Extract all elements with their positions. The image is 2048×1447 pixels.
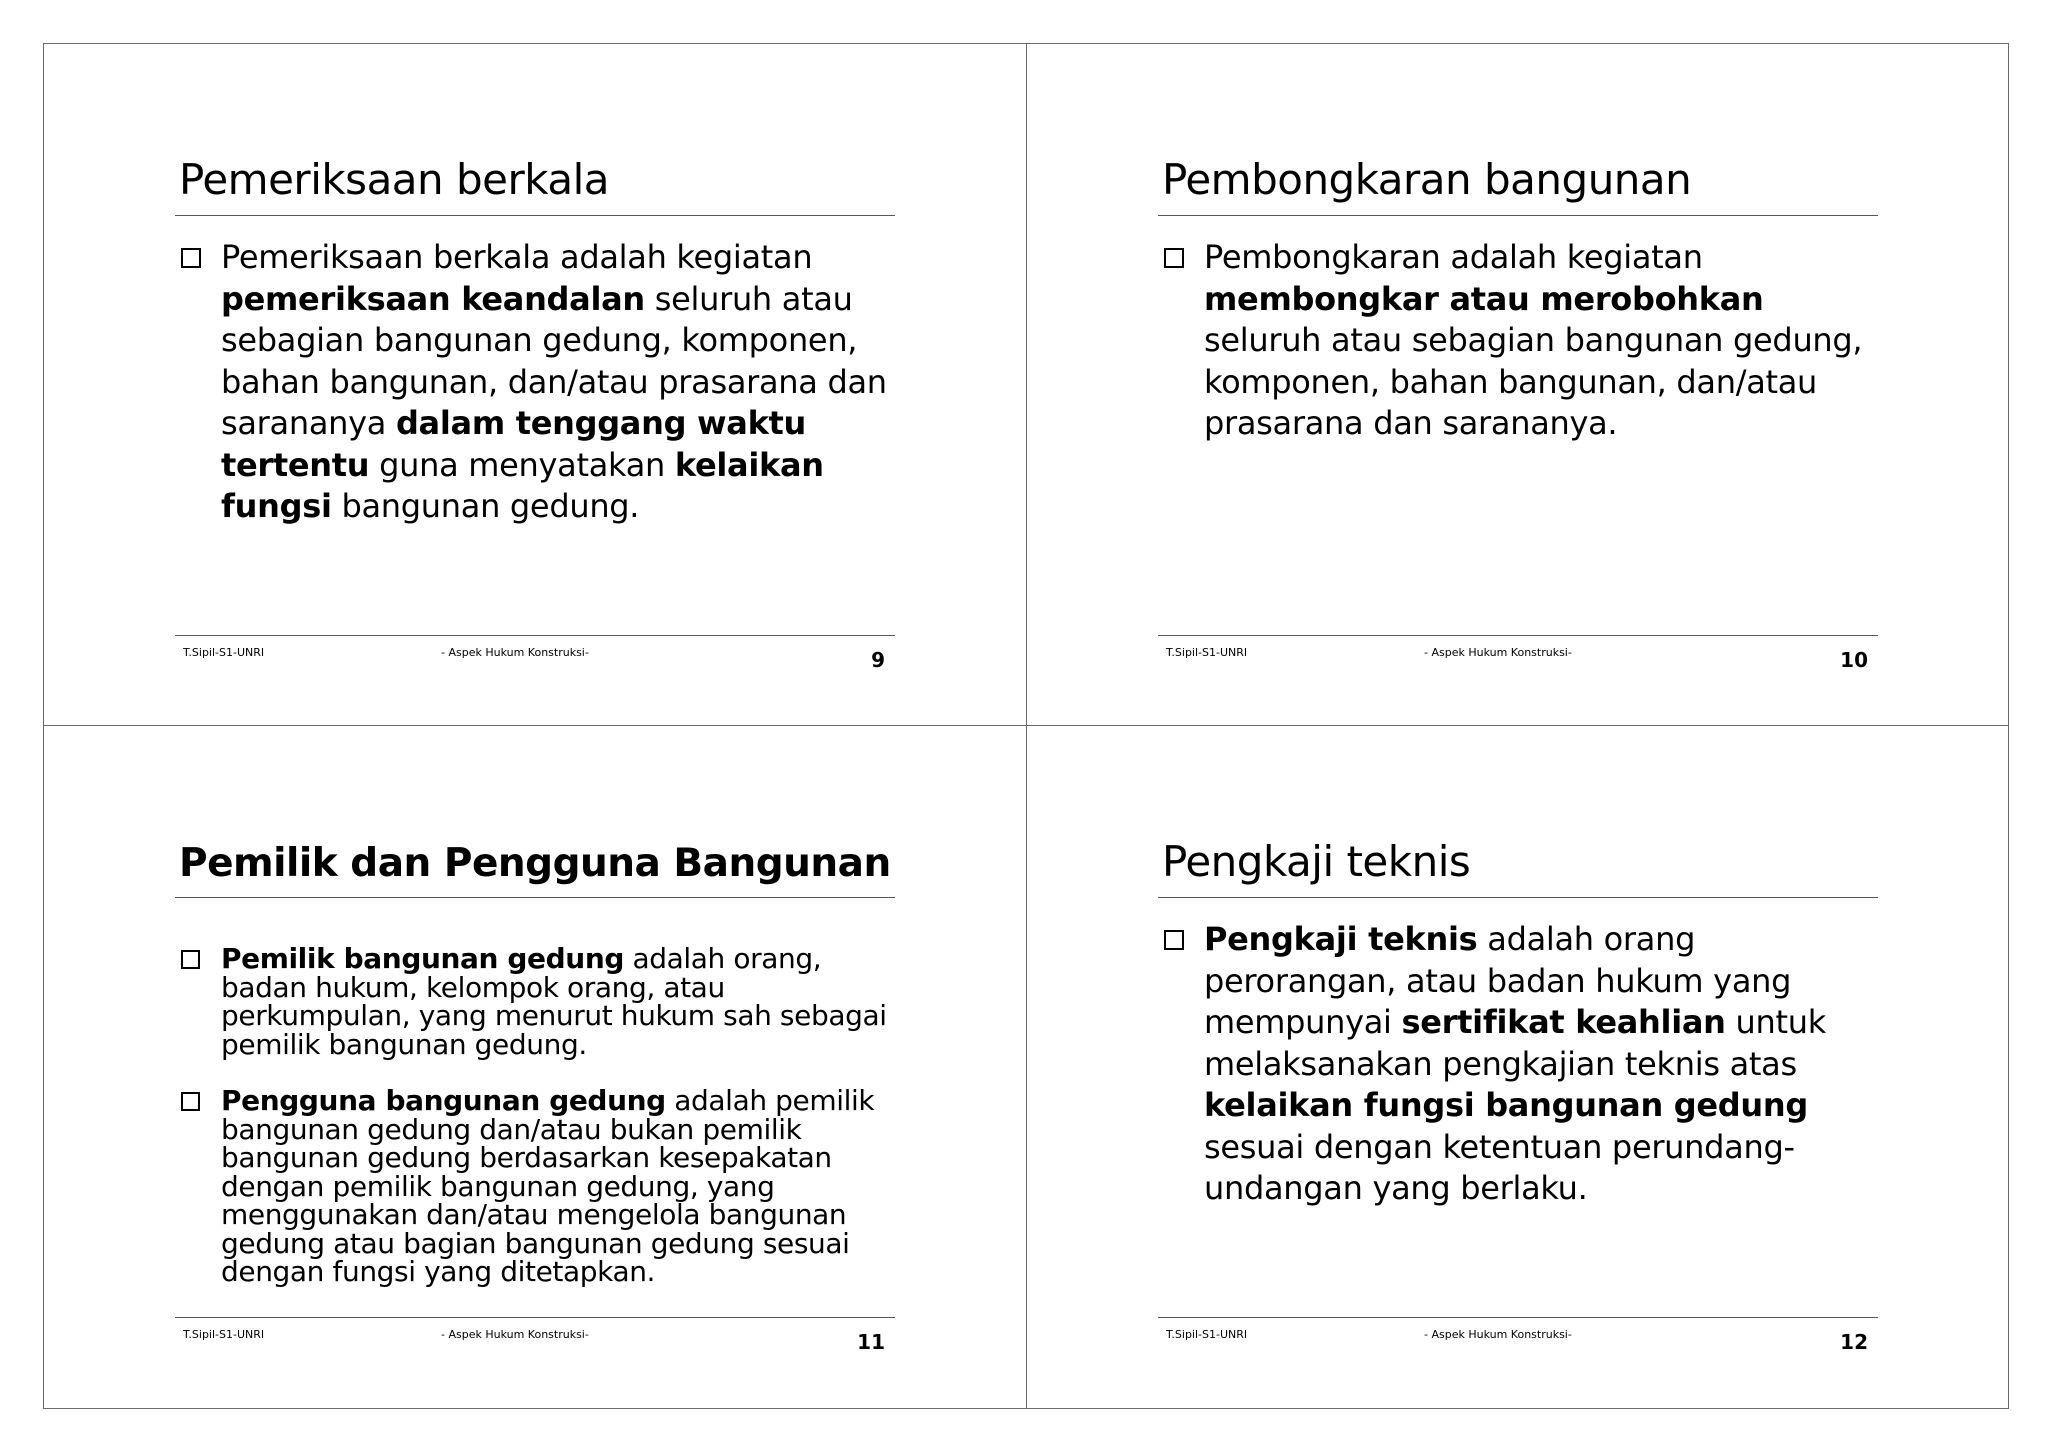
slide-title: Pemilik dan Pengguna Bangunan (179, 841, 891, 886)
footer-course: - Aspek Hukum Konstruksi- (441, 646, 589, 659)
bold-segment: membongkar atau merobohkan (1204, 279, 1764, 318)
bullet-item (179, 942, 899, 1061)
bold-segment: Pemilik bangunan gedung (221, 942, 624, 975)
title-rule (1158, 897, 1878, 898)
text-segment: guna menyatakan (369, 445, 675, 484)
title-rule (175, 897, 895, 898)
footer-rule (1158, 635, 1878, 636)
footer-course: - Aspek Hukum Konstruksi- (1424, 1328, 1572, 1341)
bold-segment: kelaikan fungsi bangunan gedung (1204, 1086, 1808, 1124)
title-rule (175, 215, 895, 216)
footer-rule (175, 1317, 895, 1318)
text-segment: seluruh atau sebagian bangunan gedung, komponen, bahan bangunan, dan/atau prasarana dan sarananya. (1204, 321, 1863, 442)
square-bullet-icon (1164, 930, 1184, 950)
text-segment: adalah orang, badan hukum, kelompok orang, atau perkumpulan, yang menurut hukum sah sebagai pemilik bangunan gedung. (221, 942, 887, 1061)
footer-course: - Aspek Hukum Konstruksi- (1424, 646, 1572, 659)
bullet-text (1204, 920, 1826, 1207)
bullet-item (1162, 237, 1882, 445)
page-number: 12 (1840, 1330, 1868, 1354)
bullet-list (179, 237, 899, 528)
bold-segment: kelaikan fungsi (221, 445, 824, 525)
footer-rule (1158, 1317, 1878, 1318)
page-number: 11 (857, 1330, 885, 1354)
square-bullet-icon (181, 950, 200, 969)
bold-segment: Pengkaji teknis (1204, 920, 1478, 958)
footer-institution: T.Sipil-S1-UNRI (1166, 1328, 1248, 1341)
text-segment: Pemeriksaan berkala adalah kegiatan (221, 238, 813, 276)
text-segment: Pembongkaran adalah kegiatan (1204, 238, 1703, 276)
bullet-text (221, 238, 887, 525)
bullet-list (1162, 237, 1882, 445)
bullet-item (179, 237, 899, 528)
bullet-list (1162, 919, 1882, 1210)
text-segment: sesuai dengan ketentuan perundang-undangan yang berlaku. (1204, 1127, 1795, 1207)
footer-course: - Aspek Hukum Konstruksi- (441, 1328, 589, 1341)
text-segment: bangunan gedung. (331, 487, 640, 525)
footer-rule (175, 635, 895, 636)
slide-title: Pembongkaran bangunan (1162, 155, 1692, 204)
square-bullet-icon (181, 248, 201, 268)
bold-segment: dalam tenggang waktu tertentu (221, 404, 807, 484)
bullet-item (179, 1084, 899, 1288)
footer-institution: T.Sipil-S1-UNRI (183, 1328, 265, 1341)
slide-pembongkaran-bangunan (1026, 43, 2009, 725)
bold-segment: sertifikat keahlian (1401, 1003, 1726, 1041)
footer-institution: T.Sipil-S1-UNRI (1166, 646, 1248, 659)
bullet-text (1204, 238, 1862, 442)
slide-pemeriksaan-berkala (43, 43, 1026, 725)
text-segment: seluruh atau sebagian bangunan gedung, komponen, bahan bangunan, dan/atau prasarana dan sarananya (221, 279, 887, 442)
bullet-text (221, 942, 887, 1061)
text-segment: untuk melaksanakan pengkajian teknis atas (1204, 1003, 1826, 1083)
page-number: 10 (1840, 648, 1868, 672)
slide-pengkaji-teknis (1026, 725, 2009, 1407)
slide-title: Pengkaji teknis (1162, 837, 1471, 886)
text-segment: adalah pemilik bangunan gedung dan/atau bukan pemilik bangunan gedung berdasarkan kesepakatan dengan pemilik bangunan gedung, yang menggunakan dan/atau mengelola bangunan gedung atau bagian bangunan gedung sesuai dengan fungsi yang ditetapkan. (221, 1084, 875, 1288)
square-bullet-icon (1164, 248, 1184, 268)
slide-pemilik-dan-pengguna (43, 725, 1026, 1407)
bold-segment: pemeriksaan keandalan (221, 279, 645, 318)
bold-segment: Pengguna bangunan gedung (221, 1084, 666, 1117)
page-number: 9 (871, 648, 885, 672)
text-segment: adalah orang perorangan, atau badan hukum yang mempunyai (1204, 920, 1792, 1041)
slide-title: Pemeriksaan berkala (179, 155, 610, 204)
square-bullet-icon (181, 1092, 200, 1111)
title-rule (1158, 215, 1878, 216)
bullet-text (221, 1084, 874, 1288)
footer-institution: T.Sipil-S1-UNRI (183, 646, 265, 659)
bullet-list (179, 942, 899, 1315)
bullet-item (1162, 919, 1882, 1210)
